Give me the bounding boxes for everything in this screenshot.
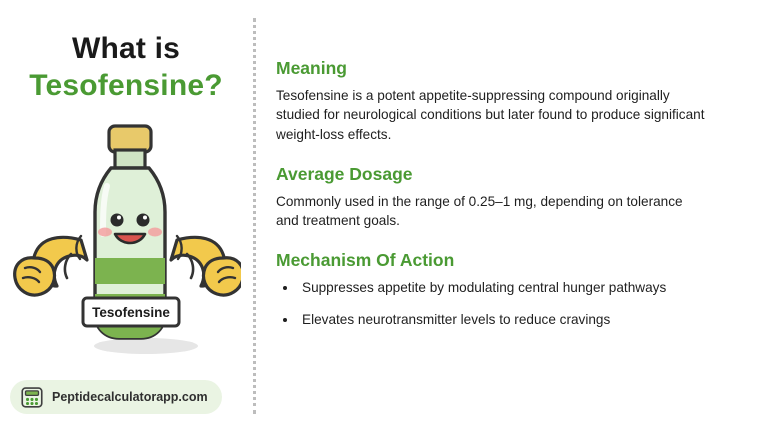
- page-title: [29, 32, 223, 104]
- site-badge-label: Peptidecalculatorapp.com: [52, 390, 208, 404]
- mascot-illustration: [11, 108, 241, 358]
- vertical-divider: [253, 18, 256, 414]
- list-item: • Elevates neurotransmitter levels to reduce cravings: [298, 310, 712, 329]
- right-arm-icon: [171, 236, 241, 295]
- title-line-2: Tesofensine?: [29, 68, 223, 102]
- section-average-dosage-body: Commonly used in the range of 0.25–1 mg, depending on tolerance and treatment goals.: [276, 193, 683, 229]
- section-mechanism-of-action: [276, 250, 732, 328]
- list-item: • Suppresses appetite by modulating central hunger pathways: [298, 278, 712, 297]
- section-average-dosage-heading: Average Dosage: [276, 163, 413, 184]
- site-badge[interactable]: [10, 380, 222, 414]
- bottle-label-text: Tesofensine: [92, 304, 170, 320]
- section-meaning-heading: Meaning: [276, 58, 347, 78]
- left-arm-icon: [15, 236, 87, 295]
- bottle-icon: [83, 126, 179, 338]
- bottle-character-icon: [11, 108, 241, 358]
- section-meaning-body: Tesofensine is a potent appetite-suppressing compound originally studied for neurological conditions but later found to produce significant weight-loss effects.: [276, 88, 705, 142]
- right-panel: [252, 0, 768, 432]
- section-meaning: [276, 58, 732, 144]
- mechanism-bullet-list: [276, 278, 732, 328]
- section-average-dosage: [276, 164, 732, 231]
- title-line-1: What is: [71, 32, 181, 65]
- left-panel: [0, 0, 252, 432]
- calculator-logo-icon: [19, 384, 45, 410]
- section-mechanism-heading: Mechanism Of Action: [276, 250, 455, 271]
